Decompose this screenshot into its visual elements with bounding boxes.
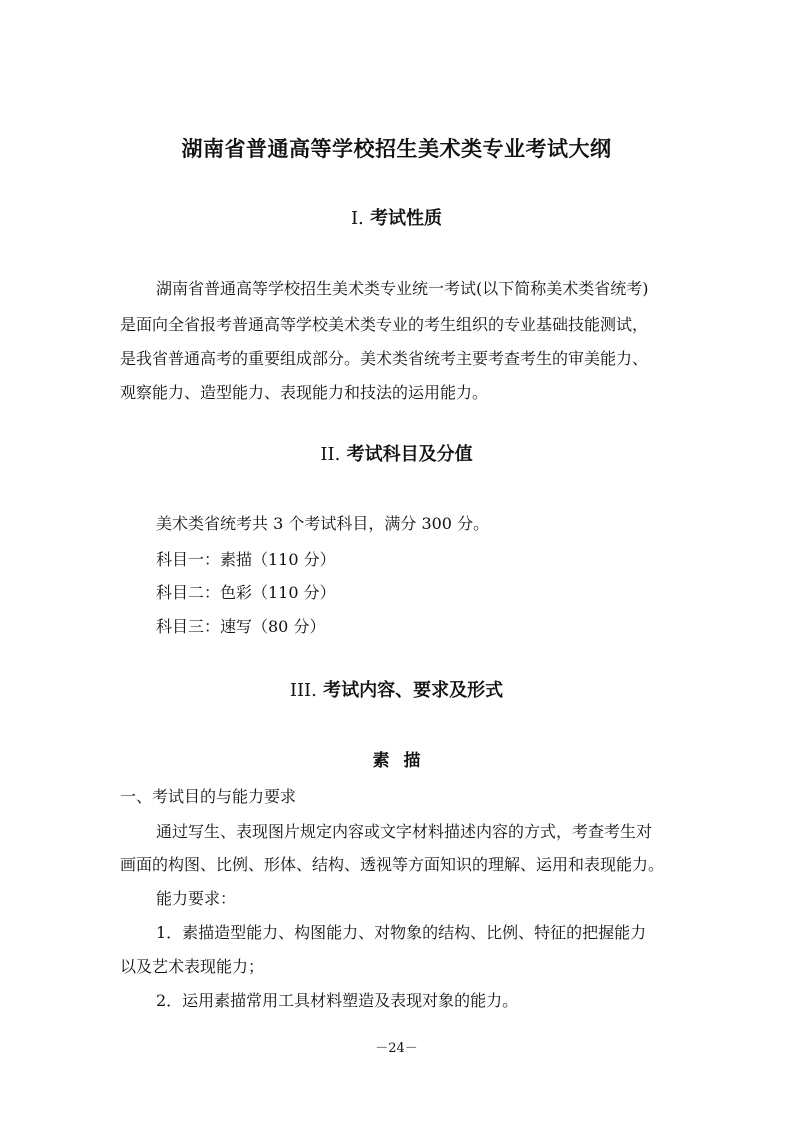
section-2-heading xyxy=(0,442,793,468)
requirements-label: 能力要求： xyxy=(156,889,237,908)
section-2-number: II. xyxy=(320,444,341,465)
section-3-number: III. xyxy=(289,680,317,701)
section-3-paragraph-line: 通过写生、表现图片规定内容或文字材料描述内容的方式，考查考生对 xyxy=(156,822,653,841)
section-2-line: 科目二：色彩（110 分） xyxy=(156,583,336,602)
section-1-paragraph-line: 湖南省普通高等学校招生美术类专业统一考试(以下简称美术类省统考) xyxy=(156,279,649,298)
section-2-title: 考试科目及分值 xyxy=(346,444,473,465)
section-1-paragraph-line: 观察能力、造型能力、表现能力和技法的运用能力。 xyxy=(120,383,489,402)
requirement-1-line: 1．素描造型能力、构图能力、对物象的结构、比例、特征的把握能力 xyxy=(156,923,647,942)
section-2-line: 美术类省统考共 3 个考试科目，满分 300 分。 xyxy=(156,514,490,533)
section-3-heading xyxy=(0,678,793,704)
item-heading: 一、考试目的与能力要求 xyxy=(120,787,297,806)
document-title: 湖南省普通高等学校招生美术类专业考试大纲 xyxy=(181,137,612,161)
requirement-2: 2．运用素描常用工具材料塑造及表现对象的能力。 xyxy=(156,991,519,1010)
section-2-line: 科目三：速写（80 分） xyxy=(156,617,326,636)
subject-subheading: 素描 xyxy=(372,751,435,771)
section-1-paragraph-line: 是面向全省报考普通高等学校美术类专业的考生组织的专业基础技能测试， xyxy=(120,315,649,334)
section-1-paragraph-line: 是我省普通高考的重要组成部分。美术类省统考主要考查考生的审美能力、 xyxy=(120,349,649,368)
section-3-paragraph-line: 画面的构图、比例、形体、结构、透视等方面知识的理解、运用和表现能力。 xyxy=(120,855,665,874)
section-3-title: 考试内容、要求及形式 xyxy=(323,680,504,701)
requirement-1-line: 以及艺术表现能力； xyxy=(120,957,265,976)
section-1-title: 考试性质 xyxy=(370,208,443,229)
section-1-heading xyxy=(0,206,793,232)
section-2-line: 科目一：素描（110 分） xyxy=(156,550,336,569)
page-number: －24－ xyxy=(375,1041,418,1056)
section-1-number: I. xyxy=(350,208,364,229)
